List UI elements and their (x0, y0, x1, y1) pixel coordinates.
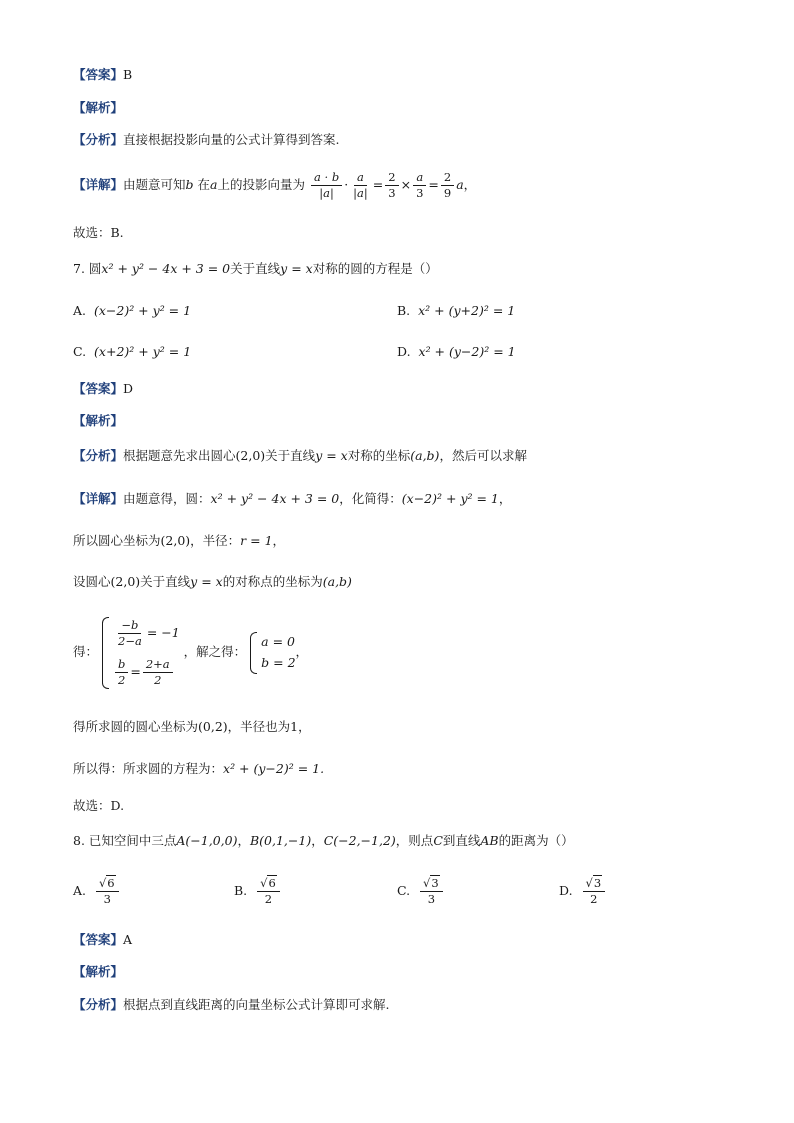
option-label: D. (397, 344, 411, 359)
numerator: a · b (311, 170, 342, 186)
q7-result-line (73, 760, 324, 778)
stem-text: 到直线 (442, 833, 481, 848)
q6-jiexi-line (73, 99, 123, 117)
equation-system (102, 614, 180, 692)
sqrt: √6 (98, 876, 115, 890)
line-equation: y = x (190, 574, 223, 589)
denominator: 2 (590, 892, 598, 906)
fraction (115, 618, 145, 649)
q7-xiangjie-line (73, 490, 511, 508)
answer-tag: 【答案】 (73, 381, 124, 396)
fraction (143, 657, 173, 688)
sqrt: √3 (423, 876, 439, 890)
q7-new-center-line (73, 718, 311, 736)
equation: x² + y² − 4x + 3 = 0 (210, 491, 340, 506)
punct: ， (311, 833, 324, 848)
text: ，解之得： (183, 644, 247, 659)
answer-value: D (123, 381, 134, 396)
line-equation: y = x (315, 448, 348, 463)
q6-xiangjie-line: 【详解】由题意可知b 在a上的投影向量为 $\frac{a \cdot b}{|a|}$ · $\frac{a}{|a|}$ = $\frac{2}{3}$ × $\frac{a}{3}$ = $\frac{2}{9}$ a， (73, 170, 477, 200)
xiangjie-text: ，化简得： (339, 491, 402, 506)
fraction (583, 876, 606, 907)
denominator: 3 (103, 892, 111, 906)
fenxi-tag: 【分析】 (73, 132, 124, 147)
fraction (96, 876, 119, 907)
option-label: D. (559, 883, 573, 898)
denominator: |a| (353, 186, 368, 200)
option-label: C. (73, 344, 87, 359)
q6-fenxi-line (73, 131, 340, 149)
option-label: A. (73, 883, 87, 898)
q7-stem (73, 260, 438, 278)
q8-option-b (234, 873, 282, 909)
radicand: 6 (268, 876, 276, 890)
denominator: 2−a (118, 634, 142, 648)
answer-value: B (123, 67, 133, 82)
option-label: C. (397, 883, 411, 898)
option-label: A. (73, 303, 87, 318)
q6-guxuan-line (73, 224, 124, 242)
point-c: C(−2,−1,2) (323, 833, 396, 848)
vector-b: b (185, 177, 194, 192)
text: 得所求圆的圆心坐标为 (73, 719, 199, 734)
jiexi-tag: 【解析】 (73, 413, 124, 428)
text: 所以圆心坐标为 (73, 533, 161, 548)
punct: ， (272, 533, 286, 548)
q7-option-c (73, 343, 191, 361)
punct: ， (498, 491, 512, 506)
brace (102, 617, 109, 689)
answer-tag: 【答案】 (73, 67, 124, 82)
option-equation: x² + (y−2)² = 1 (418, 344, 516, 359)
point: (a,b) (410, 448, 440, 463)
system-row-2 (113, 654, 180, 690)
numerator: 2+a (143, 657, 173, 673)
stem-text: ，则点 (395, 833, 434, 848)
jiexi-tag: 【解析】 (73, 964, 124, 979)
system-rows (113, 614, 180, 692)
q8-option-d (559, 873, 607, 909)
fraction (385, 170, 398, 201)
fenxi-text: 对称的坐标 (347, 448, 411, 463)
q7-option-b (397, 302, 515, 320)
line-label: AB (480, 833, 499, 848)
fraction (420, 876, 443, 907)
point: (2,0) (160, 533, 191, 548)
text: ，半径也为1， (227, 719, 311, 734)
answer-value: A (123, 932, 133, 947)
numerator: a (413, 170, 426, 186)
option-label: B. (234, 883, 248, 898)
vector-a: a (456, 177, 464, 192)
q8-jiexi-line (73, 963, 123, 981)
equals: = (130, 664, 141, 679)
q7-system-line (73, 612, 308, 692)
equation: (x−2)² + y² = 1 (401, 491, 499, 506)
q8-stem (73, 832, 574, 850)
equals: = (428, 177, 439, 192)
radicand: 3 (431, 876, 439, 890)
q6-answer-line (73, 66, 132, 84)
point: (2,0) (110, 574, 141, 589)
q8-answer-line (73, 931, 132, 949)
answer-tag: 【答案】 (73, 932, 124, 947)
denominator: |a| (319, 186, 334, 200)
vector-a: a (210, 177, 218, 192)
numerator: a (354, 170, 367, 186)
q7-symmetric-line (73, 573, 352, 591)
q7-answer-line (73, 380, 133, 398)
numerator: b (115, 657, 128, 673)
point: (a,b) (322, 574, 352, 589)
denominator: 3 (416, 186, 424, 200)
stem-text: 8. 已知空间中三点 (73, 833, 177, 848)
xiangjie-text: 由题意得，圆： (123, 491, 211, 506)
xiangjie-tag: 【详解】 (73, 491, 124, 506)
xiangjie-text: 在 (197, 177, 211, 192)
text: 关于直线 (140, 574, 191, 589)
numerator: −b (118, 618, 141, 634)
times: × (400, 177, 412, 192)
fraction (311, 170, 342, 201)
sqrt: √6 (260, 876, 276, 890)
point: (2,0) (235, 448, 266, 463)
brace (250, 632, 257, 674)
fenxi-text: 关于直线 (265, 448, 316, 463)
equation: x² + (y−2)² = 1. (223, 761, 325, 776)
fenxi-text: 根据点到直线距离的向量坐标公式计算即可求解. (123, 997, 390, 1012)
solution-system (250, 632, 295, 674)
stem-text: 的距离为（） (498, 833, 574, 848)
xiangjie-text: 上的投影向量为 (217, 177, 306, 192)
q8-fenxi-line (73, 996, 390, 1014)
denominator: 2 (264, 892, 273, 906)
q7-center-line (73, 532, 285, 550)
stem-text: 7. 圆 (73, 261, 102, 276)
option-equation: (x−2)² + y² = 1 (93, 303, 192, 318)
sqrt: √3 (585, 876, 602, 890)
q7-fenxi-line (73, 447, 527, 465)
fenxi-tag: 【分析】 (73, 997, 124, 1012)
stem-text: 关于直线 (230, 261, 281, 276)
fraction (257, 876, 280, 907)
text: 的对称点的坐标为 (222, 574, 323, 589)
point: (0,2) (198, 719, 228, 734)
point-label: C (433, 833, 443, 848)
radicand: 6 (107, 876, 115, 890)
numerator: 2 (441, 170, 454, 186)
denominator: 2 (118, 673, 126, 687)
q7-option-a (73, 302, 191, 320)
stem-text: 对称的圆的方程是（） (312, 261, 438, 276)
text: 设圆心 (73, 574, 111, 589)
fenxi-text: 根据题意先求出圆心 (123, 448, 236, 463)
q8-option-a (73, 873, 121, 909)
line-equation: y = x (280, 261, 313, 276)
point-a: A(−1,0,0) (176, 833, 238, 848)
solution-b: b = 2 (261, 655, 296, 670)
q7-jiexi-line (73, 412, 123, 430)
fraction (350, 170, 371, 201)
fenxi-text: ，然后可以求解 (439, 448, 527, 463)
xiangjie-text: 由题意可知 (123, 177, 186, 192)
radius: r = 1 (240, 533, 273, 548)
circle-equation: x² + y² − 4x + 3 = 0 (101, 261, 231, 276)
option-label: B. (397, 303, 411, 318)
denominator: 2 (154, 673, 162, 687)
option-equation: (x+2)² + y² = 1 (94, 344, 192, 359)
fenxi-tag: 【分析】 (73, 448, 124, 463)
q8-option-c (397, 873, 445, 909)
fraction (115, 657, 128, 688)
text: 得： (73, 644, 99, 659)
denominator: 3 (388, 186, 396, 200)
rhs: = −1 (146, 625, 180, 640)
punct: ， (295, 644, 309, 659)
solution-rows (261, 632, 295, 674)
equals: = (372, 177, 384, 192)
denominator: 3 (427, 892, 436, 906)
point-b: B(0,1,−1) (249, 833, 312, 848)
guxuan-text: 故选：B. (73, 225, 124, 240)
option-equation: x² + (y+2)² = 1 (418, 303, 516, 318)
fraction (441, 170, 454, 201)
xiangjie-tag: 【详解】 (73, 177, 124, 192)
fraction (413, 170, 426, 201)
text: 所以得：所求圆的方程为： (73, 761, 224, 776)
q7-option-d (397, 343, 516, 361)
fenxi-text: 直接根据投影向量的公式计算得到答案. (123, 132, 340, 147)
guxuan-text: 故选：D. (73, 798, 125, 813)
punct: ， (463, 177, 477, 192)
system-row-1 (113, 615, 180, 651)
denominator: 9 (443, 186, 452, 200)
text: ，半径： (190, 533, 241, 548)
punct: ， (237, 833, 250, 848)
radicand: 3 (593, 876, 602, 890)
solution-a: a = 0 (261, 634, 295, 649)
jiexi-tag: 【解析】 (73, 100, 124, 115)
q7-guxuan-line (73, 797, 124, 815)
numerator: 2 (385, 170, 398, 186)
